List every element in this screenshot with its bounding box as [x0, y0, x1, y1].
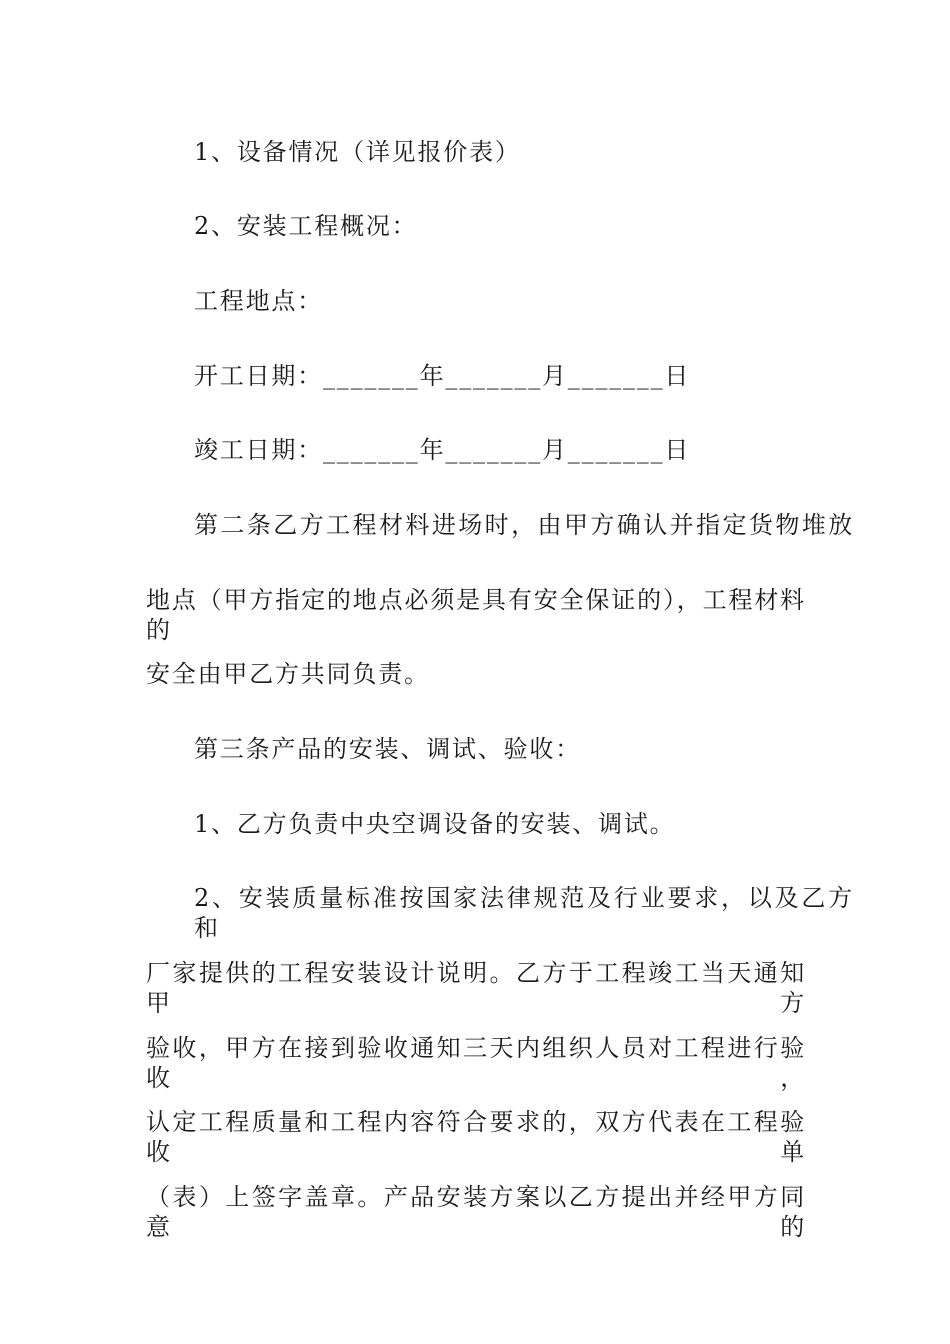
text-line-installation-overview: 2、安装工程概况： [194, 212, 418, 240]
text-line-article2-3: 安全由甲乙方共同负责。 [146, 660, 430, 688]
text-line-project-location: 工程地点： [194, 287, 323, 315]
text-line-article2-2: 地点（甲方指定的地点必须是具有安全保证的），工程材料的 [146, 586, 806, 644]
text-line-article2-1: 第二条乙方工程材料进场时，由甲方确认并指定货物堆放 [194, 511, 854, 539]
text-line-article3-item2-4: 认定工程质量和工程内容符合要求的，双方代表在工程验收单 [146, 1108, 806, 1166]
text-line-completion-date: 竣工日期：_______年_______月_______日 [194, 436, 691, 464]
text-line-article3-item2-5: （表）上签字盖章。产品安装方案以乙方提出并经甲方同意的 [146, 1183, 806, 1241]
text-line-article3-item2-3: 验收，甲方在接到验收通知三天内组织人员对工程进行验收， [146, 1034, 806, 1092]
text-line-article3-item2-1: 2、安装质量标准按国家法律规范及行业要求，以及乙方和 [194, 884, 854, 942]
text-line-equipment: 1、设备情况（详见报价表） [194, 138, 521, 166]
text-line-start-date: 开工日期：_______年_______月_______日 [194, 362, 691, 390]
text-line-article3-item2-2: 厂家提供的工程安装设计说明。乙方于工程竣工当天通知甲方 [146, 959, 806, 1017]
text-line-article3-item1: 1、乙方负责中央空调设备的安装、调试。 [194, 810, 676, 838]
text-line-article3-title: 第三条产品的安装、调试、验收： [194, 735, 581, 763]
